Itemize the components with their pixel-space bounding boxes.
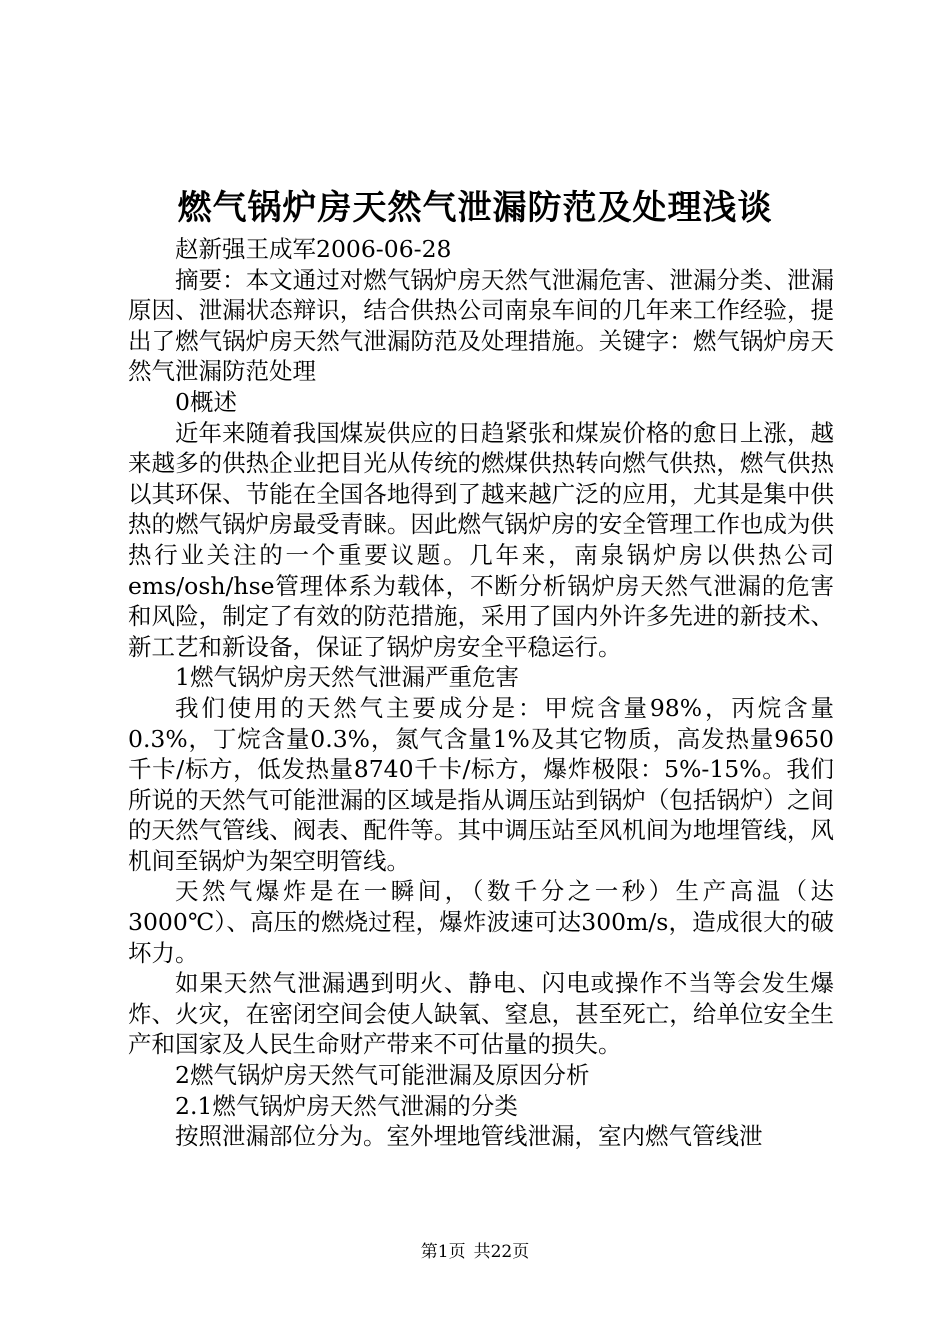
section-heading: 0概述 (175, 387, 237, 416)
page-number: 第1页 (420, 1242, 466, 1262)
body-paragraph: 按照泄漏部位分为。室外埋地管线泄漏，室内燃气管线泄 (175, 1122, 763, 1151)
abstract-paragraph: 摘要：本文通过对燃气锅炉房天然气泄漏危害、泄漏分类、泄漏原因、泄漏状态辩识，结合供热公司南泉车间的几年来工作经验，提出了燃气锅炉房天然气泄漏防范及处理措施。关键字：燃气锅炉房天然气泄漏防范处理 (128, 265, 834, 386)
document-body (128, 234, 834, 1152)
page-total: 共22页 (473, 1242, 530, 1262)
document-title: 燃气锅炉房天然气泄漏防范及处理浅谈 (177, 188, 773, 228)
section-heading: 1燃气锅炉房天然气泄漏严重危害 (175, 663, 519, 692)
page-footer (0, 1240, 950, 1264)
body-paragraph: 如果天然气泄漏遇到明火、静电、闪电或操作不当等会发生爆炸、火灾，在密闭空间会使人缺氧、窒息，甚至死亡，给单位安全生产和国家及人民生命财产带来不可估量的损失。 (128, 969, 834, 1059)
body-paragraph: 我们使用的天然气主要成分是：甲烷含量98%，丙烷含量0.3%，丁烷含量0.3%，氮气含量1%及其它物质，高发热量9650千卡/标方，低发热量8740千卡/标方，爆炸极限：5%-15%。我们所说的天然气可能泄漏的区域是指从调压站到锅炉（包括锅炉）之间的天然气管线、阀表、配件等。其中调压站至风机间为地埋管线，风机间至锅炉为架空明管线。 (128, 693, 835, 875)
byline: 赵新强王成军2006-06-28 (175, 235, 452, 263)
body-paragraph: 近年来随着我国煤炭供应的日趋紧张和煤炭价格的愈日上涨，越来越多的供热企业把目光从传统的燃煤供热转向燃气供热，燃气供热以其环保、节能在全国各地得到了越来越广泛的应用，尤其是集中供热的燃气锅炉房最受青睐。因此燃气锅炉房的安全管理工作也成为供热行业关注的一个重要议题。几年来，南泉锅炉房以供热公司ems/osh/hse管理体系为载体，不断分析锅炉房天然气泄漏的危害和风险，制定了有效的防范措施，采用了国内外许多先进的新技术、新工艺和新设备，保证了锅炉房安全平稳运行。 (128, 418, 834, 661)
section-heading: 2燃气锅炉房天然气可能泄漏及原因分析 (175, 1061, 590, 1090)
subsection-heading: 2.1燃气锅炉房天然气泄漏的分类 (175, 1091, 518, 1120)
body-paragraph: 天然气爆炸是在一瞬间，（数千分之一秒）生产高温（达3000℃）、高压的燃烧过程，爆炸波速可达300m/s，造成很大的破坏力。 (128, 877, 834, 967)
